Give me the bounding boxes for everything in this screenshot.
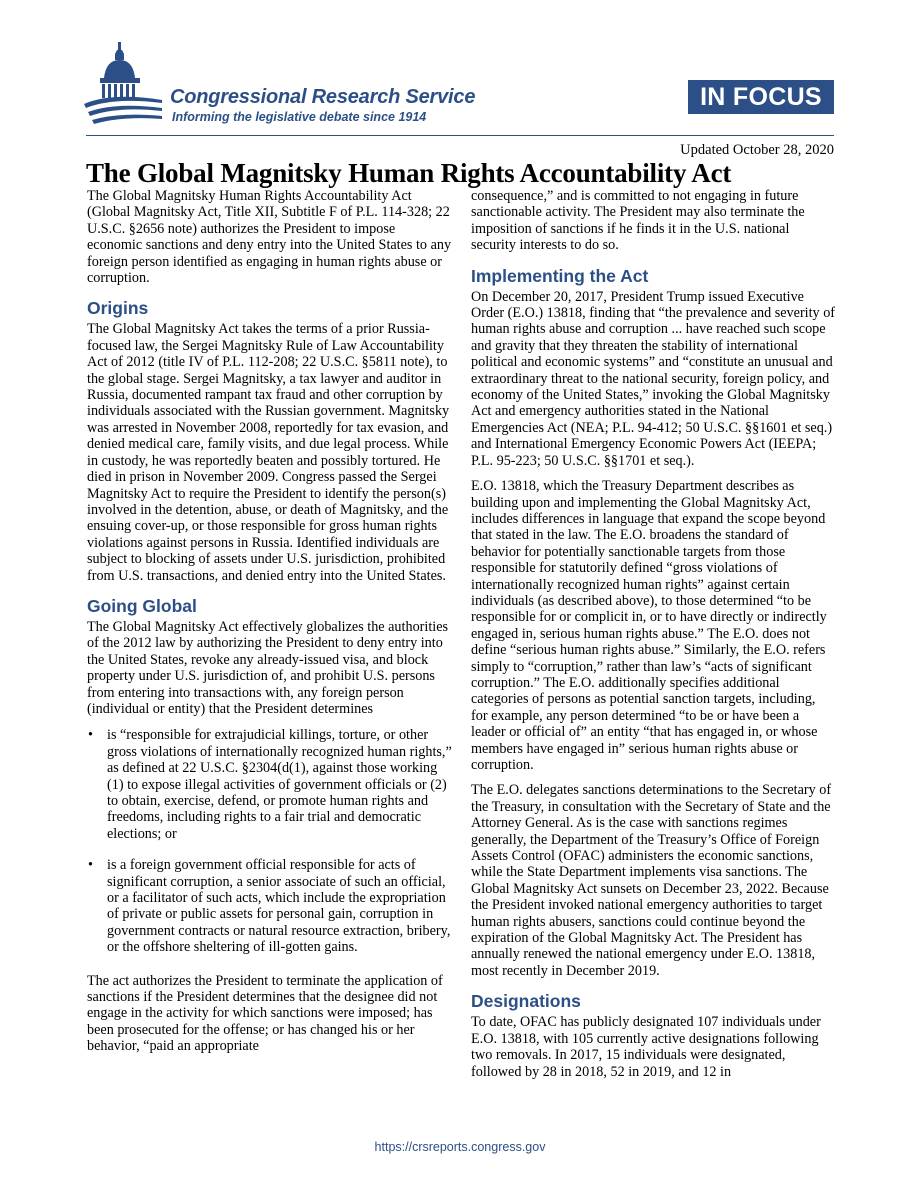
bullet-icon: • (88, 727, 93, 744)
section-heading-implementing: Implementing the Act (471, 265, 649, 286)
implementing-paragraph-3: The E.O. delegates sanctions determinations to the Secretary of the Treasury, in consultation with the Secretary of State and the Attorney General. As is the case with sanctions regimes generally, the Department of the Treasury’s Office of Foreign Assets Control (OFAC) administers the economic sanctions, while the State Department implements visa sanctions. The Global Magnitsky Act sunsets on December 23, 2022. Because the President invoked national emergency authorities to target human rights abusers, sanctions could continue beyond the expiration of the Global Magnitsky Act. The President has annually renewed the national emergency under E.O. 13818, most recently in December 2019. (471, 782, 832, 979)
list-item-text: is a foreign government official responsible for acts of significant corruption, a senior associate of such an official, or a facilitator of such acts, which include the expropriation of private or public assets for personal gain, corruption in government contracts or natural resource extraction, bribery, or the offshore sheltering of ill-gotten gains. (107, 857, 451, 956)
bullet-icon: • (88, 857, 93, 874)
capitol-dome-icon (82, 40, 166, 130)
section-heading-going-global: Going Global (87, 595, 197, 616)
footer-link[interactable]: https://crsreports.congress.gov (374, 1140, 546, 1154)
continued-paragraph: consequence,” and is committed to not engaging in future sanctionable activity. The President may also terminate the imposition of sanctions if he finds it in the U.S. national security interests to do so. (471, 188, 805, 254)
termination-paragraph: The act authorizes the President to terminate the application of sanctions if the President determines that the designee did not engage in the activity for which sanctions were imposed; has been prosecuted for the offense; or has changed his or her behavior, “paid an appropriate (87, 972, 443, 1055)
designations-paragraph: To date, OFAC has publicly designated 107 individuals under E.O. 13818, with 105 currently active designations following two removals. In 2017, 15 individuals were designated, followed by 28 in 2018, 52 in 2019, and 12 in (471, 1014, 821, 1080)
determination-list (87, 727, 453, 955)
implementing-paragraph-1: On December 20, 2017, President Trump issued Executive Order (E.O.) 13818, finding that “the prevalence and severity of human rights abuse and corruption ... have reached such scope and gravity that they threaten the stability of international political and economic systems” and “constitute an unusual and extraordinary threat to the national security, foreign policy, and economy of the United States,” invoking the Global Magnitsky Act and emergency authorities stated in the National Emergencies Act (NEA; P.L. 94-412; 50 U.S.C. §§1601 et seq.) and International Emergency Economic Powers Act (IEEPA; P.L. 95-223; 50 U.S.C. §§1701 et seq.). (471, 288, 836, 469)
origins-paragraph: The Global Magnitsky Act takes the terms of a prior Russia-focused law, the Sergei Magnitsky Rule of Law Accountability Act of 2012 (title IV of P.L. 112-208; 22 U.S.C. §5811 note), to the global stage. Sergei Magnitsky, a tax lawyer and auditor in Russia, documented rampant tax fraud and other corruption by individuals associated with the Russian government. Magnitsky was arrested in November 2008, reportedly for tax evasion, and denied medical care, family visits, and due legal process. While in custody, he was reportedly beaten and possibly tortured. He died in prison in November 2009. Congress passed the Sergei Magnitsky Act to require the President to identify the person(s) involved in the detention, abuse, or death of Magnitsky, and the ensuing cover-up, or those responsible for gross human rights violations against persons in Russia. Identified individuals are subject to blocking of assets under U.S. jurisdiction, prohibited from U.S. transactions, and denied entry into the United States. (87, 321, 450, 584)
section-heading-origins: Origins (87, 298, 149, 319)
org-name: Congressional Research Service (170, 86, 476, 108)
list-item-text: is “responsible for extrajudicial killings, torture, or other gross violations of internationally recognized human rights,” as defined at 22 U.S.C. §2304(d(1), against those working (1) to expose illegal activities of government officials or (2) to obtain, exercise, defend, or promote human rights and freedoms, including rights to a fair trial and democratic elections; or (107, 727, 452, 842)
left-column (87, 188, 453, 1064)
header-rule (86, 135, 834, 136)
in-focus-badge: IN FOCUS (688, 80, 834, 114)
list-item (87, 857, 453, 955)
going-global-paragraph: The Global Magnitsky Act effectively globalizes the authorities of the 2012 law by authorizing the President to deny entry into the United States, revoke any already-issued visa, and block property under U.S. jurisdiction of, and prohibit U.S. persons from entering into transactions with, any foreign person (individual or entity) that the President determines (87, 618, 449, 717)
intro-paragraph: The Global Magnitsky Human Rights Accountability Act (Global Magnitsky Act, Title XII, Subtitle F of P.L. 114-328; 22 U.S.C. §2656 note) authorizes the President to impose economic sanctions and deny entry into the United States to any foreign person identified as engaging in human rights abuse or corruption. (87, 188, 452, 287)
list-item (87, 727, 453, 842)
org-tagline: Informing the legislative debate since 1914 (172, 110, 427, 124)
report-header (0, 0, 920, 140)
right-column (471, 188, 835, 1089)
implementing-paragraph-2: E.O. 13818, which the Treasury Department describes as building upon and implementing the Global Magnitsky Act, includes differences in language that expand the scope beyond that stated in the law. The E.O. broadens the standard of behavior for potentially sanctionable targets from those responsible for statutorily defined “gross violations of internationally recognized human rights” against certain individuals (as described above), to those determined “to be responsible for or complicit in, or to have directly or indirectly engaged in, serious human rights abuse.” The E.O. does not define “serious human rights abuse.” Similarly, the E.O. refers simply to “corruption,” rather than law’s “acts of significant corruption.” The E.O. additionally specifies additional categories of persons as potential sanction targets, including, for example, any person determined “to be or have been a leader or official of” an entity “that has engaged in, or whose members have engaged in” serious human rights abuse or corruption. (471, 478, 827, 773)
updated-date: Updated October 28, 2020 (680, 142, 834, 158)
section-heading-designations: Designations (471, 991, 581, 1012)
page-title: The Global Magnitsky Human Rights Accountability Act (86, 158, 732, 188)
